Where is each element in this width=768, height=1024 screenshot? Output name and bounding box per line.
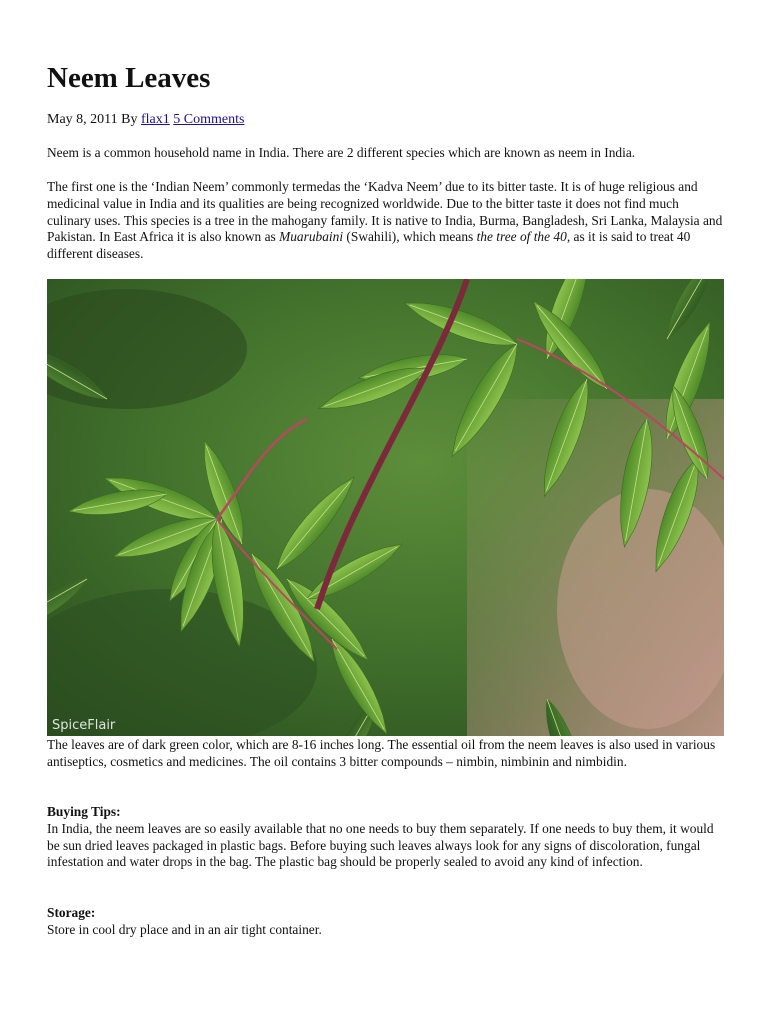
caption-text: The leaves are of dark green color, which are 8-16 inches long. The essential oil from the neem leaves is also used in various antiseptics, cosmetics and medicines. The oil contains 3 bitter compounds – nimbin, nimbinin and nimbidin. bbox=[47, 737, 716, 769]
post-date: May 8, 2011 bbox=[47, 112, 118, 127]
post-by: By bbox=[121, 112, 138, 127]
storage-section bbox=[47, 905, 723, 939]
buying-tips-section bbox=[47, 804, 723, 871]
buying-tips-heading: Buying Tips: bbox=[47, 804, 121, 819]
intro-text-2 bbox=[47, 179, 723, 263]
neem-leaves-photo bbox=[47, 279, 724, 736]
intro-text-2c: (Swahili), which means bbox=[343, 229, 477, 245]
page-title: Neem Leaves bbox=[47, 62, 211, 94]
tree-meaning: the tree of the 40 bbox=[476, 229, 567, 245]
swahili-name: Muarubaini bbox=[279, 229, 344, 245]
leaves-description bbox=[47, 737, 723, 771]
storage-heading: Storage: bbox=[47, 905, 96, 920]
buying-tips-text: In India, the neem leaves are so easily available that no one needs to buy them separately. If one needs to buy them, it would be sun dried leaves packaged in plastic bags. Before buying such leaves always look for any signs of discoloration, fungal infestation and water drops in the bag. The plastic bag should be properly sealed to avoid any kind of infection. bbox=[47, 820, 714, 870]
comments-link[interactable]: 5 Comments bbox=[173, 112, 245, 127]
photo-watermark: SpiceFlair bbox=[52, 718, 116, 733]
neem-leaves-illustration bbox=[47, 279, 724, 736]
post-meta bbox=[47, 111, 244, 129]
intro-text-2e: , as it is said to treat 40 different diseases. bbox=[47, 229, 691, 262]
storage-text: Store in cool dry place and in an air tight container. bbox=[47, 921, 322, 937]
author-link[interactable]: flax1 bbox=[141, 112, 170, 127]
intro-paragraph-1 bbox=[47, 145, 723, 162]
intro-text-1: Neem is a common household name in India. There are 2 different species which are known as neem in India. bbox=[47, 145, 636, 160]
intro-paragraph-2 bbox=[47, 179, 723, 263]
intro-text-2a: The first one is the ‘Indian Neem’ commonly termedas the ‘Kadva Neem’ due to its bitter taste. It is of huge religious and medicinal value in India and its qualities are being recognized worldwide. Due to the bitter taste it does not find much culinary uses. This species is a tree in the mahogany family. It is native to India, Burma, Bangladesh, Sri Lanka, Malaysia and Pakistan. In East Africa it is also known as bbox=[47, 179, 723, 245]
